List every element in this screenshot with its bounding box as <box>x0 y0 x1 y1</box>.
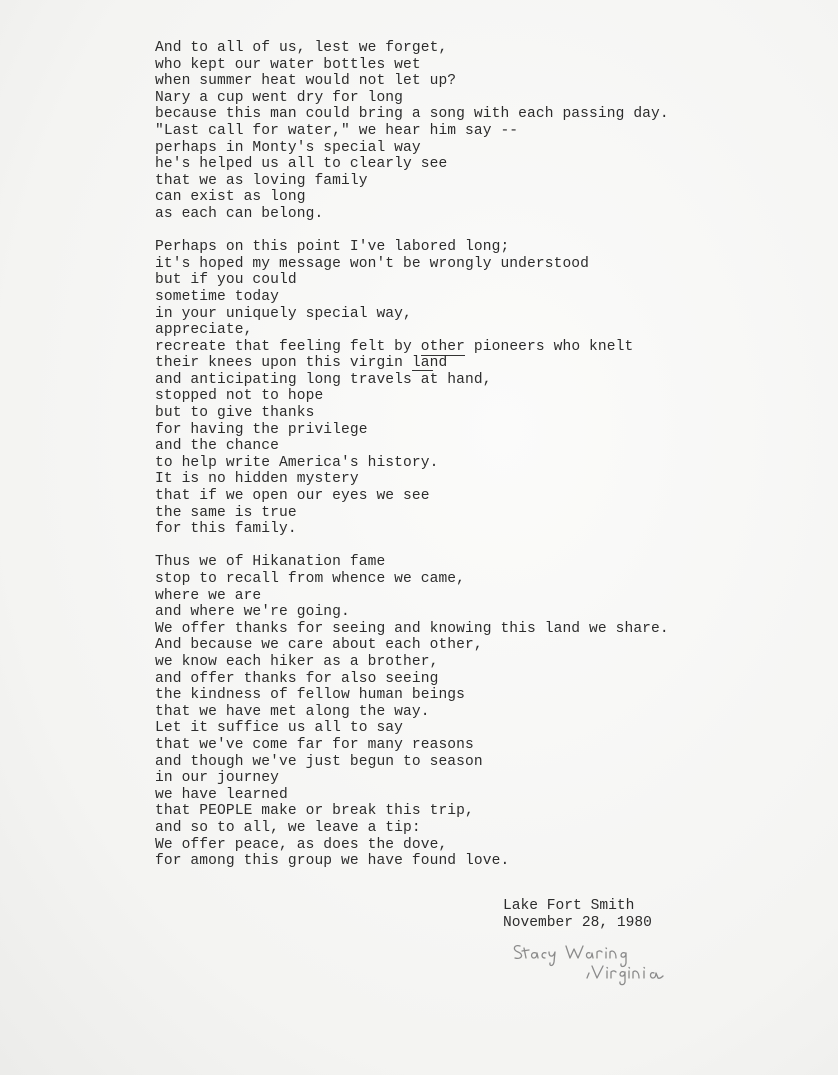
poem-line: We offer thanks for seeing and knowing this land we share. <box>155 620 669 637</box>
stanza-3 <box>155 554 795 869</box>
poem-line: and the chance <box>155 438 280 455</box>
poem-line: we know each hiker as a brother, <box>155 653 439 670</box>
underlined-word-land: land <box>411 355 448 372</box>
poem-line: that we have met along the way. <box>155 703 430 720</box>
poem-line: and anticipating long travels at hand, <box>155 371 492 388</box>
poem-line: where we are <box>155 587 262 604</box>
poem-line: that we've come far for many reasons <box>155 736 474 753</box>
handwritten-signature <box>510 938 680 988</box>
poem-line: the same is true <box>155 504 297 521</box>
poem-line: and offer thanks for also seeing <box>155 670 439 687</box>
poem-line: who kept our water bottles wet <box>155 56 421 73</box>
poem-body <box>155 40 795 886</box>
poem-line: Perhaps on this point I've labored long; <box>155 239 510 256</box>
poem-line: and though we've just begun to season <box>155 753 483 770</box>
poem-line: it's hoped my message won't be wrongly understood <box>155 255 590 272</box>
poem-line-underlined-other <box>155 339 795 356</box>
poem-line: but if you could <box>155 272 297 289</box>
poem-line: Let it suffice us all to say <box>155 720 404 737</box>
poem-line: and so to all, we leave a tip: <box>155 819 421 836</box>
underlined-word-other: other <box>420 338 466 355</box>
closing-block <box>503 898 652 932</box>
poem-line: that PEOPLE make or break this trip, <box>155 803 474 820</box>
poem-line: he's helped us all to clearly see <box>155 156 448 173</box>
poem-line: stopped not to hope <box>155 388 324 405</box>
poem-line: appreciate, <box>155 322 253 339</box>
poem-line: as each can belong. <box>155 205 324 222</box>
line-text: their knees upon this virgin <box>155 355 412 372</box>
poem-line: in our journey <box>155 770 280 787</box>
stanza-2 <box>155 239 795 538</box>
poem-line: stop to recall from whence we came, <box>155 571 466 587</box>
poem-line: we have learned <box>155 786 288 803</box>
poem-line: the kindness of fellow human beings <box>155 687 466 704</box>
poem-line: in your uniquely special way, <box>155 305 412 322</box>
poem-line: And to all of us, lest we forget, <box>155 40 448 56</box>
poem-line: for having the privilege <box>155 421 368 438</box>
closing-date: November 28, 1980 <box>503 915 652 931</box>
poem-line: for this family. <box>155 521 297 538</box>
line-text: recreate that feeling felt by <box>155 338 421 355</box>
closing-place: Lake Fort Smith <box>503 898 635 914</box>
poem-line: can exist as long <box>155 189 306 206</box>
poem-line: because this man could bring a song with each passing day. <box>155 106 669 123</box>
poem-line-underlined-land <box>155 355 795 372</box>
stanza-1 <box>155 40 795 223</box>
poem-line: to help write America's history. <box>155 454 439 471</box>
poem-line: that if we open our eyes we see <box>155 488 430 505</box>
poem-line: And because we care about each other, <box>155 637 483 654</box>
poem-line: when summer heat would not let up? <box>155 73 457 90</box>
poem-line: We offer peace, as does the dove, <box>155 836 448 853</box>
poem-line: perhaps in Monty's special way <box>155 139 421 156</box>
poem-line: "Last call for water," we hear him say -- <box>155 122 519 139</box>
line-text: pioneers who knelt <box>465 338 634 355</box>
poem-line: Nary a cup went dry for long <box>155 89 404 106</box>
poem-line: and where we're going. <box>155 604 350 621</box>
poem-line: but to give thanks <box>155 405 315 422</box>
poem-line: Thus we of Hikanation fame <box>155 554 386 571</box>
poem-line: It is no hidden mystery <box>155 471 359 488</box>
poem-line: that we as loving family <box>155 172 368 189</box>
poem-line: for among this group we have found love. <box>155 853 510 870</box>
poem-line: sometime today <box>155 288 280 305</box>
